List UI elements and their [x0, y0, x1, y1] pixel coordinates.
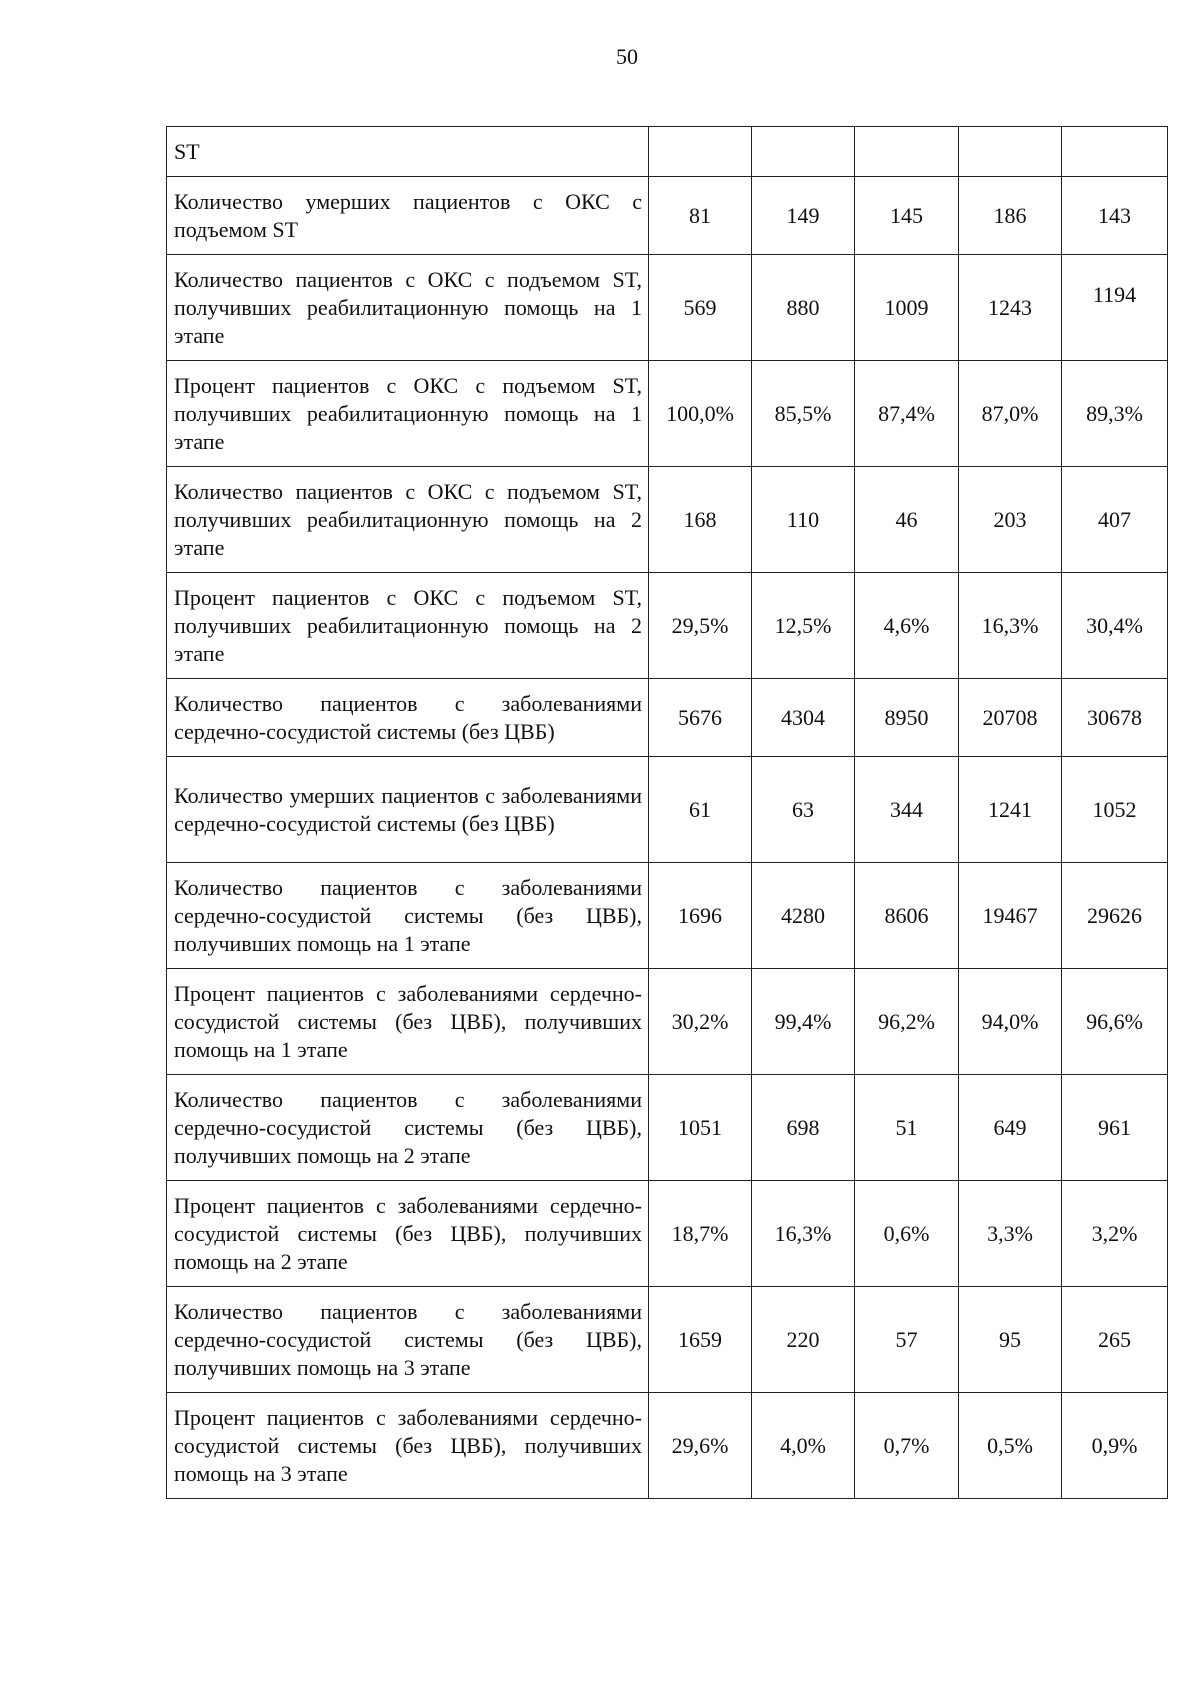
table-cell: 20708	[959, 679, 1062, 757]
table-cell: 961	[1062, 1075, 1168, 1181]
table-cell: 85,5%	[752, 361, 855, 467]
table-cell	[959, 127, 1062, 177]
table-cell: 12,5%	[752, 573, 855, 679]
row-label: Процент пациентов с заболеваниями сердечно-сосудистой системы (без ЦВБ), получивших помощь на 1 этапе	[167, 969, 649, 1075]
table-row	[167, 863, 1168, 969]
table-cell: 95	[959, 1287, 1062, 1393]
table-cell: 30678	[1062, 679, 1168, 757]
table-cell: 0,9%	[1062, 1393, 1168, 1499]
table-row	[167, 1075, 1168, 1181]
table-cell: 698	[752, 1075, 855, 1181]
table-row	[167, 1393, 1168, 1499]
table-cell: 3,3%	[959, 1181, 1062, 1287]
table-cell: 51	[855, 1075, 959, 1181]
table-cell: 186	[959, 177, 1062, 255]
table-row	[167, 1287, 1168, 1393]
table-cell: 143	[1062, 177, 1168, 255]
table-cell: 145	[855, 177, 959, 255]
table-cell: 1009	[855, 255, 959, 361]
table-cell: 18,7%	[649, 1181, 752, 1287]
table-cell: 1051	[649, 1075, 752, 1181]
table-cell: 0,6%	[855, 1181, 959, 1287]
page-number: 50	[616, 44, 638, 69]
table-cell: 1696	[649, 863, 752, 969]
table-row	[167, 361, 1168, 467]
table-cell: 880	[752, 255, 855, 361]
table-cell: 569	[649, 255, 752, 361]
table-cell: 81	[649, 177, 752, 255]
table-row	[167, 757, 1168, 863]
table-cell: 4,0%	[752, 1393, 855, 1499]
table-cell: 1659	[649, 1287, 752, 1393]
table-row	[167, 255, 1168, 361]
statistics-table	[166, 126, 1168, 1499]
table-cell: 100,0%	[649, 361, 752, 467]
table-cell: 30,2%	[649, 969, 752, 1075]
cell-value: 1194	[1092, 282, 1137, 307]
table-cell: 63	[752, 757, 855, 863]
table-cell: 1052	[1062, 757, 1168, 863]
row-label: Количество пациентов с ОКС с подъемом ST, получивших реабилитационную помощь на 1 этапе	[167, 255, 649, 361]
row-label: Количество пациентов с заболеваниями сердечно-сосудистой системы (без ЦВБ)	[167, 679, 649, 757]
table-cell: 16,3%	[959, 573, 1062, 679]
table-cell: 149	[752, 177, 855, 255]
table-cell: 94,0%	[959, 969, 1062, 1075]
table-cell: 4280	[752, 863, 855, 969]
row-label: Процент пациентов с ОКС с подъемом ST, получивших реабилитационную помощь на 1 этапе	[167, 361, 649, 467]
row-label: Количество пациентов с заболеваниями сердечно-сосудистой системы (без ЦВБ), получивших помощь на 1 этапе	[167, 863, 649, 969]
row-label: Процент пациентов с заболеваниями сердечно-сосудистой системы (без ЦВБ), получивших помощь на 2 этапе	[167, 1181, 649, 1287]
table-cell: 110	[752, 467, 855, 573]
table-cell	[1062, 127, 1168, 177]
table-cell: 61	[649, 757, 752, 863]
table-cell: 87,4%	[855, 361, 959, 467]
table-cell: 407	[1062, 467, 1168, 573]
table-cell: 29,6%	[649, 1393, 752, 1499]
table-cell: 19467	[959, 863, 1062, 969]
row-label: ST	[167, 127, 649, 177]
table-cell: 46	[855, 467, 959, 573]
table-row	[167, 573, 1168, 679]
table-row	[167, 679, 1168, 757]
table-cell: 1243	[959, 255, 1062, 361]
table-cell	[855, 127, 959, 177]
row-label: Количество умерших пациентов с заболеваниями сердечно-сосудистой системы (без ЦВБ)	[167, 757, 649, 863]
table-row	[167, 467, 1168, 573]
table-cell: 8606	[855, 863, 959, 969]
table-cell: 87,0%	[959, 361, 1062, 467]
table-cell: 29,5%	[649, 573, 752, 679]
table-cell: 29626	[1062, 863, 1168, 969]
table-cell: 96,6%	[1062, 969, 1168, 1075]
table-cell	[1062, 255, 1168, 361]
table-cell: 16,3%	[752, 1181, 855, 1287]
row-label: Количество пациентов с ОКС с подъемом ST, получивших реабилитационную помощь на 2 этапе	[167, 467, 649, 573]
table-cell: 0,7%	[855, 1393, 959, 1499]
table-cell	[752, 127, 855, 177]
table-row	[167, 1181, 1168, 1287]
table-cell: 4304	[752, 679, 855, 757]
row-label: Процент пациентов с заболеваниями сердечно-сосудистой системы (без ЦВБ), получивших помощь на 3 этапе	[167, 1393, 649, 1499]
table-cell: 5676	[649, 679, 752, 757]
table-cell: 8950	[855, 679, 959, 757]
table-row	[167, 969, 1168, 1075]
table-cell: 265	[1062, 1287, 1168, 1393]
table-cell: 168	[649, 467, 752, 573]
table-cell: 1241	[959, 757, 1062, 863]
row-label: Процент пациентов с ОКС с подъемом ST, получивших реабилитационную помощь на 2 этапе	[167, 573, 649, 679]
table-cell	[649, 127, 752, 177]
table-row	[167, 177, 1168, 255]
table-cell: 649	[959, 1075, 1062, 1181]
table-cell: 220	[752, 1287, 855, 1393]
table-cell: 89,3%	[1062, 361, 1168, 467]
table-cell: 3,2%	[1062, 1181, 1168, 1287]
table-cell: 96,2%	[855, 969, 959, 1075]
table-cell: 344	[855, 757, 959, 863]
table-cell: 99,4%	[752, 969, 855, 1075]
table-cell: 0,5%	[959, 1393, 1062, 1499]
table-cell: 57	[855, 1287, 959, 1393]
table-cell: 30,4%	[1062, 573, 1168, 679]
row-label: Количество умерших пациентов с ОКС с подъемом ST	[167, 177, 649, 255]
table-row	[167, 127, 1168, 177]
table-cell: 4,6%	[855, 573, 959, 679]
row-label: Количество пациентов с заболеваниями сердечно-сосудистой системы (без ЦВБ), получивших помощь на 2 этапе	[167, 1075, 649, 1181]
row-label: Количество пациентов с заболеваниями сердечно-сосудистой системы (без ЦВБ), получивших помощь на 3 этапе	[167, 1287, 649, 1393]
table-cell: 203	[959, 467, 1062, 573]
